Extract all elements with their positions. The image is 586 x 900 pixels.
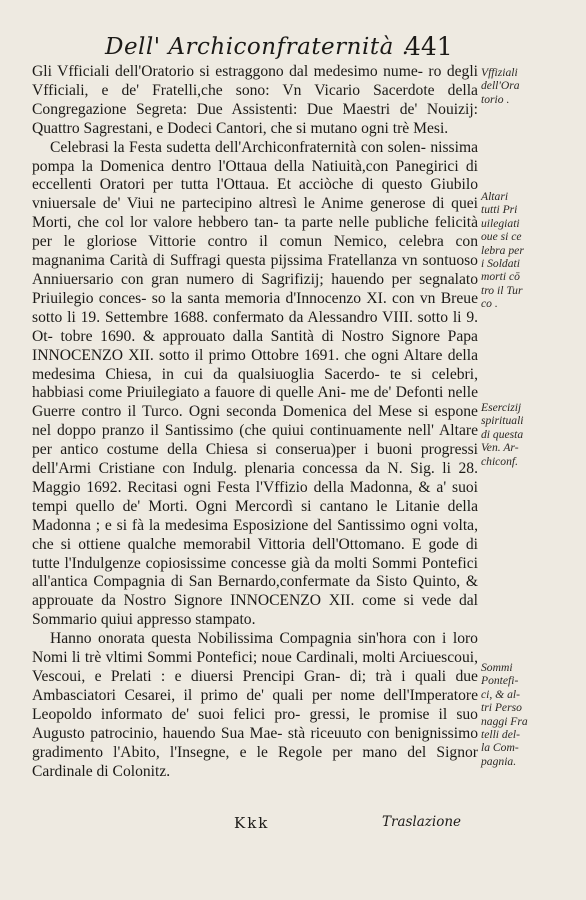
text-line: Morti. Ogni Mercordì si cantano le Litanie della Madonna ; [32,497,478,534]
margin-note-pontiffs [481,661,543,768]
text-line: nome dell'Imperatore Leopoldo informato de' suoi felici pro- [32,686,478,723]
note-line: tro il Tur [481,283,523,297]
text-line: ogni trè Mesi. [361,119,449,137]
text-line: Sisto Quinto, & approuate da Nostro Signore INNOCENZO [32,573,478,610]
note-line: naggi Fra [481,714,528,728]
page-number: 441 [405,32,453,61]
text-line: comun Nemico, celebra con magnanima Carità di Suffragi [32,233,478,270]
text-line: molti Arciuescoui, Vescoui, e Prelati : e diuersi Prencipi Gran- [32,649,478,685]
text-line: Hanno onorata questa Nobilissima Compagnia sin'hora con [50,630,436,648]
paragraph-feast [32,139,478,631]
margin-note-altars [481,190,543,311]
text-line: ottiene qualche memorabil Vittoria dell'Ottomano. E gode di [78,535,478,553]
gathering-signature: Kkk [234,814,270,832]
note-line: morti cō [481,270,520,284]
text-line: XII. come si vede dal Sommario quiui appresso stampato. [32,592,478,629]
note-line: uilegiati [481,216,520,230]
text-line: INNOCENZO XII. sotto il primo Ottobre 1691. che ogni [32,346,400,364]
text-line: Nouizij: Quattro Sagrestani, e Dodeci Cantori, che si mutano [32,100,479,137]
paragraph-officials [32,63,478,139]
running-title: Dell' Archiconfraternità . [105,34,410,60]
note-line: di questa [481,427,524,441]
note-line: spirituali [481,414,524,428]
text-line: e si fà la medesima Esposizione del Santissimo ogni volta, che si [32,516,478,553]
text-line: te si celebri, habbiasi come Priuilegiato a fauore di quelle Ani- [32,365,478,402]
text-line: di questo Giubilo vniuersale de' Viui ne partecipino altresì le [32,176,478,213]
text-line: Altare della medesima Chiesa, in cui da qualsiuoglia Sacerdo- [32,346,478,383]
text-line: e le Regole per mano del Signor Cardinale di Colonitz. [32,743,478,780]
text-line: numero di Sagrifizij; hauendo per segnalato Priuilegio conces- [32,270,478,307]
text-line: Domenica del Mese si espone nel doppo pranzo il Santissimo [32,403,478,440]
text-line: Panegirici di eccellenti Oratori per tutta l'Ottaua. Et acciòche [32,157,478,194]
text-line: nissima pompa la Domenica dentro l'Ottaua della Natiuità,con [32,138,478,175]
note-line: Esercizij [481,401,522,414]
text-line: ogni Festa l'Vffizio della Madonna, & a' suoi tempi quello de' [32,478,478,515]
page-footer [0,812,586,842]
note-line: chiconf. [481,454,519,468]
text-line: (che quiui continuamente nell' Altare per antico costume della [32,422,478,459]
text-line: tobre 1690. & approuato dalla Santità di Nostro Signore Papa [60,327,478,345]
note-line: co . [481,297,498,311]
catchword: Traslazione [382,814,462,830]
text-line: ro degli Vfficiali, e de' Fratelli,che sono: Vn Vicario Sacerdote [32,63,478,99]
note-line: Altari [481,190,509,203]
note-line: Vffiziali [481,66,518,79]
text-line: Pontefici all'antica Compagnia di San Bernardo,confermate da [32,554,478,591]
note-line: dell'Ora [481,79,520,93]
note-line: i Soldati [481,257,520,271]
note-line: ci, & al- [481,687,520,701]
text-line: ta parte nelle publiche felicità per le gloriose Vittorie contro il [32,214,478,251]
text-line: Celebrasi la Festa sudetta dell'Archiconfraternità con solen- [50,138,426,156]
text-line: Anime generose di quei Morti, che col lor valore hebbero tan- [32,195,479,232]
text-line: so la santa memoria d'Innocenzo XI. con vn Breue sotto li 19. [32,289,478,326]
note-line: la Com- [481,741,519,755]
note-line: Pontefi- [481,674,519,688]
body-text [32,63,478,781]
paragraph-members [32,630,478,781]
text-line: me de' Defonti nelle Guerre contro il Turco. Ogni seconda [32,384,478,421]
text-line: tutte l'Indulgenze copiosissime concesse già da molti Sommi [32,554,417,572]
note-line: torio . [481,92,510,106]
text-line: Gli Vfficiali dell'Oratorio si estraggono dal medesimo nume- [32,63,423,80]
text-line: i loro Nomi li trè vltimi Sommi Pontefici; noue Cardinali, [32,630,478,667]
margin-note-officials [481,66,543,106]
note-line: oue si ce [481,230,522,244]
note-line: Ven. Ar- [481,441,519,455]
note-line: pagnia. [481,754,517,768]
text-line: Chiesa si conserua)per i buoni progressi dell'Armi Cristiane con [32,441,478,478]
margin-note-exercises [481,401,543,468]
text-line: Indulg. plenaria concessa da N. Sig. li 28. Maggio 1692. Recitasi [32,460,478,496]
text-line: gressi, le promise il suo Augusto patrocinio, hauendo Sua Mae- [32,705,478,742]
note-line: lebra per [481,243,524,257]
text-line: questa pijssima Fratellanza vn sontuoso Anniuersario con gran [32,252,478,288]
text-line: di; trà i quali due Ambasciatori Cesarei, il primo de' quali per [32,668,478,704]
note-line: tri Perso [481,701,522,715]
note-line: tutti Pri [481,203,518,217]
text-line: della Congregazione Segreta: Due Assistenti: Due Maestri de' [32,81,478,118]
text-line: stà riceuuto con benignissimo gradimento l'Abito, l'Insegne, [32,724,479,761]
note-line: telli del- [481,728,520,742]
text-line: Settembre 1688. confermato da Alessandro VIII. sotto li 9. Ot- [32,308,479,345]
note-line: Sommi [481,661,513,674]
